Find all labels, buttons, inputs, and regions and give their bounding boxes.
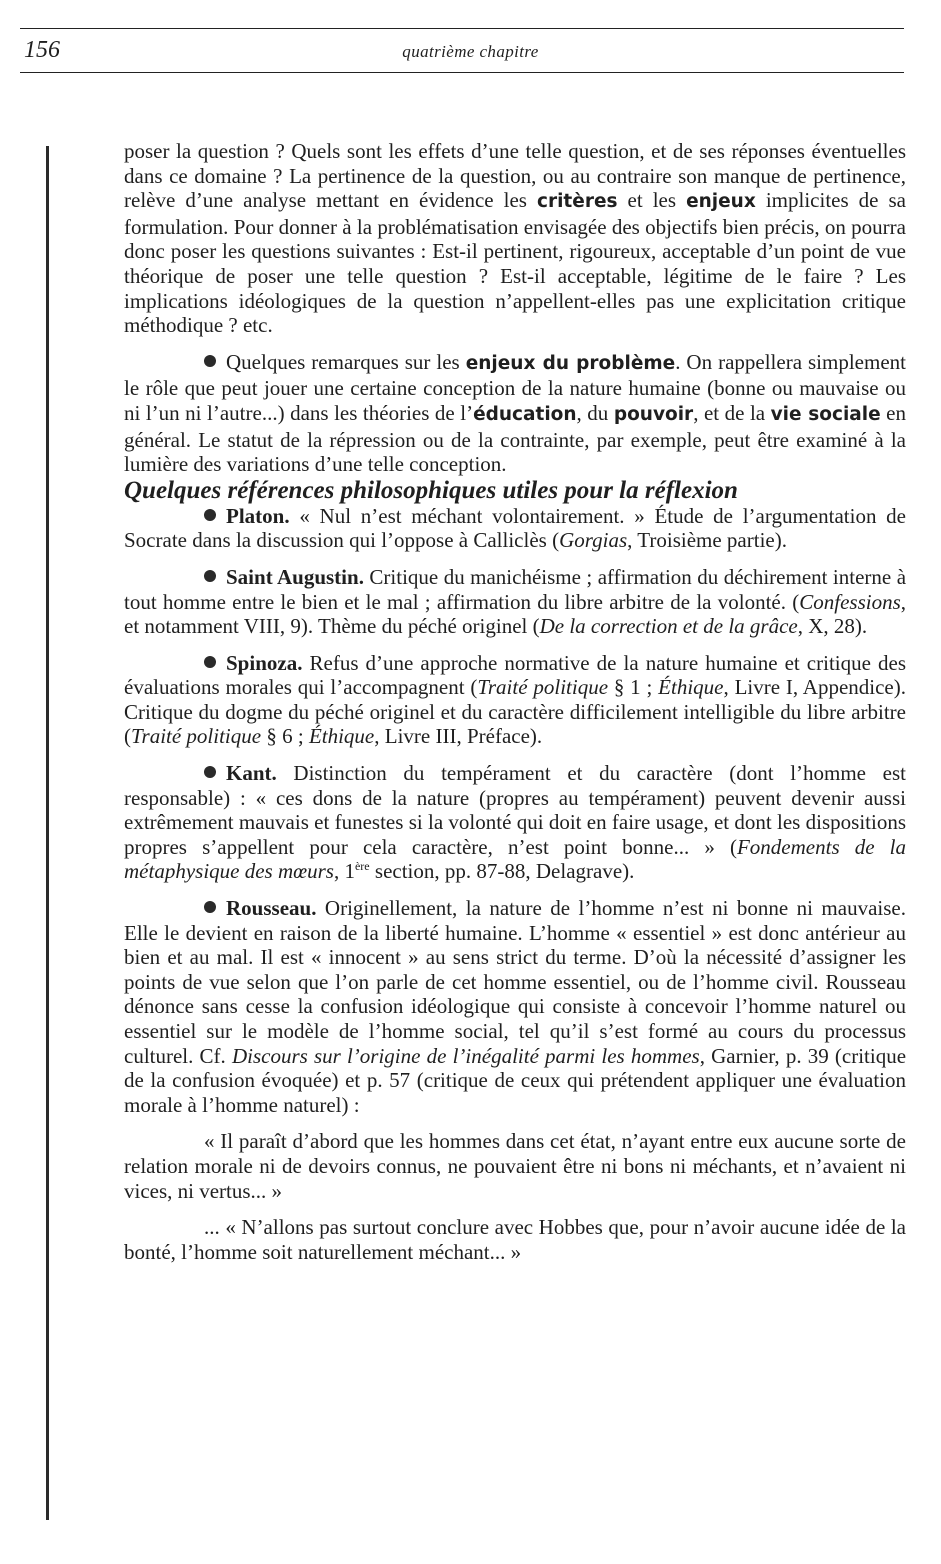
work-title: Éthique — [658, 675, 724, 700]
work-title: Traité politique — [477, 675, 609, 700]
reference-kant: Kant. Distinction du tempérament et du caractère (dont l’homme est responsable) : « ces dons de la nature (propres au tempérament) peuvent devenir aussi extrêmement mauvais et funestes si la volonté qui doit en faire usage, et dont les dispositions propres s’appellent pour cela caractère, n’est point bonne... » (Fondements de la métaphysique des mœurs, 1ère section, pp. 87-88, Delagrave). — [124, 761, 907, 884]
running-head: quatrième chapitre — [402, 42, 539, 61]
quotation-2: ... « N’allons pas surtout conclure avec Hobbes que, pour n’avoir aucune idée de la bonté, l’homme soit naturellement méchant... » — [124, 1215, 906, 1264]
reference-augustin: Saint Augustin. Critique du manichéisme ; affirmation du déchirement interne à tout homme entre le bien et le mal ; affirmation du libre arbitre de la volonté. (Confessions, et notamment VIII, 9). Thème du péché originel (De la correction et de la grâce, X, 28). — [124, 564, 907, 639]
body-text — [124, 139, 906, 1264]
work-title: De la correction et de la grâce — [539, 614, 798, 639]
author-name: Rousseau. — [226, 896, 317, 921]
paragraph-problematisation: poser la question ? Quels sont les effets d’une telle question, et de ses réponses éventuelles dans ce domaine ? La pertinence de la question, ou au contraire son manque de pertinence, relève d’une analyse mettant en évidence les critères et les enjeux implicites de sa formulation. Pour donner à la problématisation envisagée des objectifs bien précis, on pourra donc poser les questions suivantes : Est-il pertinent, rigoureux, acceptable d’un point de vue théorique de poser une telle question ? Est-il acceptable, légitime de le faire ? Les implications idéologiques de la question n’appellent-elles pas une explicitation critique méthodique ? etc. — [124, 139, 907, 338]
reference-spinoza: Spinoza. Refus d’une approche normative de la nature humaine et critique des évaluations morales qui l’accompagnent (Traité politique § 1 ; Éthique, Livre I, Appendice). Critique du dogme du péché originel et du caractère difficilement intelligible du libre arbitre (Traité politique § 6 ; Éthique, Livre III, Préface). — [124, 650, 906, 749]
keyword-vie-sociale: vie sociale — [770, 403, 881, 425]
work-title: Fondements de la métaphysique des mœurs — [124, 834, 907, 884]
page-number: 156 — [24, 37, 60, 63]
work-title: Éthique — [308, 724, 375, 749]
work-title: Gorgias — [559, 528, 628, 553]
bullet-icon — [204, 509, 216, 521]
quotation-1: « Il paraît d’abord que les hommes dans cet état, n’ayant entre eux aucune sorte de relation morale ni de devoirs connus, ne pouvaient être ni bons ni méchants, et n’avaient ni vices, ni vertus... » — [124, 1129, 906, 1203]
work-title: Traité politique — [131, 724, 262, 749]
work-title: Discours sur l’origine de l’inégalité parmi les hommes — [231, 1043, 700, 1068]
author-name: Platon. — [226, 503, 290, 528]
author-name: Spinoza. — [226, 650, 303, 675]
author-name: Saint Augustin. — [226, 564, 364, 589]
header-bottom-rule — [20, 72, 904, 73]
keyword-pouvoir: pouvoir — [613, 403, 694, 425]
section-heading: Quelques références philosophiques utiles pour la réflexion — [124, 476, 738, 504]
page-header — [0, 0, 941, 80]
keyword-criteres: critères — [537, 191, 618, 213]
bullet-icon — [204, 901, 216, 913]
margin-bar — [46, 146, 49, 1520]
keyword-enjeux: enjeux — [686, 191, 756, 213]
bullet-icon — [204, 570, 216, 582]
keyword-education: éducation — [473, 403, 577, 425]
work-title: Confessions — [799, 589, 901, 614]
author-name: Kant. — [226, 761, 277, 786]
superscript: ère — [354, 859, 370, 874]
keyword-enjeux-du-probleme: enjeux du problème — [465, 352, 676, 374]
reference-platon: Platon. « Nul n’est méchant volontairement. » Étude de l’argumentation de Socrate dans la discussion qui l’oppose à Calliclès (Gorgias, Troisième partie). — [124, 503, 906, 553]
paragraph-enjeux: Quelques remarques sur les enjeux du problème. On rappellera simplement le rôle que peut jouer une certaine conception de la nature humaine (bonne ou mauvaise ou ni l’un ni l’autre...) dans les théories de l’éducation, du pouvoir, et de la vie sociale en général. Le statut de la répression ou de la contrainte, par exemple, peut être examiné à la lumière des variations d’une telle conception. — [124, 349, 907, 477]
bullet-icon — [204, 656, 216, 668]
bullet-icon — [204, 766, 216, 778]
header-top-rule — [20, 28, 904, 29]
bullet-icon — [204, 355, 216, 367]
reference-rousseau: Rousseau. Originellement, la nature de l’homme n’est ni bonne ni mauvaise. Elle le devient en raison de la liberté humaine. L’homme « essentiel » est donc antérieur au bien et au mal. Il est « innocent » au sens strict du terme. D’où la nécessité d’assigner les points de vue selon que l’on parle de cet homme essentiel, ou de l’homme civil. Rousseau dénonce sans cesse la confusion idéologique qui consiste à concevoir l’homme naturel ou essentiel sur le modèle de l’homme social, tel qu’il s’est formé au cours du processus culturel. Cf. Discours sur l’origine de l’inégalité parmi les hommes, Garnier, p. 39 (critique de la confusion évoquée) et p. 57 (critique de ceux qui prétendent appliquer une évaluation morale à l’homme naturel) : — [124, 896, 907, 1117]
